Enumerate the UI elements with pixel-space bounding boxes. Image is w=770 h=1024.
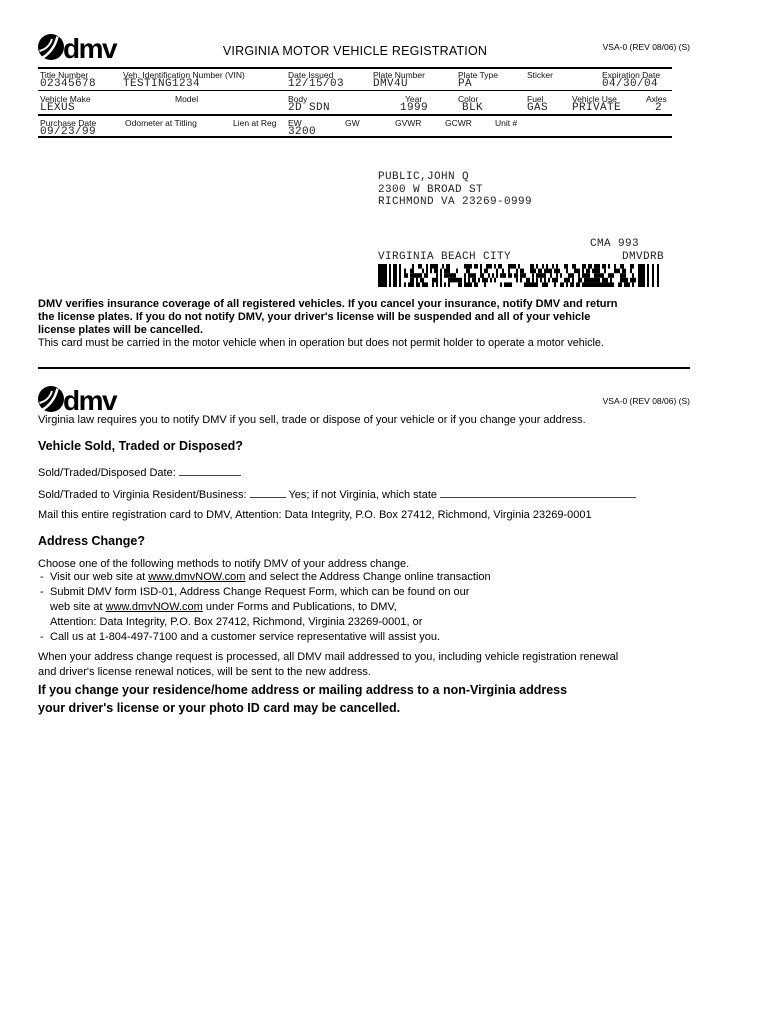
processed-line1: When your address change request is processed, all DMV mail addressed to you, including vehicle registration renewal: [38, 651, 619, 663]
resident-mid: Yes; if not Virginia, which state: [288, 489, 438, 501]
address-change-heading: Address Change?: [38, 534, 145, 548]
sold-date-label: Sold/Traded/Disposed Date:: [38, 467, 176, 479]
bullet1-post: and select the Address Change online transaction: [245, 571, 491, 583]
dmv-logo-word: dmv: [63, 33, 117, 63]
field-label-odometer: Odometer at Titling: [125, 118, 197, 128]
insurance-notice-bold-line1: DMV verifies insurance coverage of all registered vehicles. If you cancel your insurance, notify DMV and return: [38, 298, 618, 310]
field-value-fuel: GAS: [527, 102, 549, 114]
bullet2-post: under Forms and Publications, to DMV,: [202, 601, 397, 613]
bullet1-pre: Visit our web site at: [50, 571, 149, 583]
field-label-color: Color: [458, 94, 479, 104]
insurance-notice-bold-line3: license plates will be cancelled.: [38, 324, 204, 336]
field-label-plate-number: Plate Number: [373, 70, 425, 80]
page-title: VIRGINIA MOTOR VEHICLE REGISTRATION: [222, 44, 488, 58]
field-value-purchase-date: 09/23/99: [40, 126, 97, 138]
resident-yes-blank: [250, 487, 286, 498]
bullet2-line2: [50, 601, 397, 613]
field-label-vehicle-use: Vehicle Use: [572, 94, 617, 104]
field-value-vehicle-use: PRIVATE: [572, 102, 622, 114]
field-value-vin: TESTING1234: [123, 78, 201, 90]
field-label-gvwr: GVWR: [395, 118, 422, 128]
field-label-unit-number: Unit #: [495, 118, 518, 128]
notify-intro: Virginia law requires you to notify DMV if you sell, trade or dispose of your vehicle or if you change your address.: [38, 414, 586, 426]
table-rule-top: [38, 67, 672, 69]
form-number-2: VSA-0 (REV 08/06) (S): [602, 396, 690, 406]
field-label-gw: GW: [345, 118, 360, 128]
dmv-logo-word: dmv: [63, 385, 117, 415]
sold-date-line: [38, 465, 241, 479]
section-divider: [38, 367, 690, 369]
resident-line: [38, 487, 636, 501]
owner-address-line1: 2300 W BROAD ST: [378, 183, 484, 196]
field-label-vehicle-make: Vehicle Make: [40, 94, 91, 104]
field-label-body: Body: [288, 94, 308, 104]
sold-heading: Vehicle Sold, Traded or Disposed?: [38, 439, 243, 453]
field-value-axles: 2: [655, 102, 663, 114]
field-value-color: BLK: [462, 102, 484, 114]
office-code: DMVDRB: [622, 251, 665, 263]
sold-date-blank: [179, 465, 241, 476]
field-label-fuel: Fuel: [527, 94, 544, 104]
warning-line1: If you change your residence/home address or mailing address to a non-Virginia address: [38, 683, 568, 697]
field-label-vin: Veh. Identification Number (VIN): [123, 70, 245, 80]
field-value-title-number: 02345678: [40, 78, 97, 90]
bullet2-line1: Submit DMV form ISD-01, Address Change Request Form, which can be found on our: [50, 586, 470, 598]
field-label-gcwr: GCWR: [445, 118, 472, 128]
mail-line: Mail this entire registration card to DMV, Attention: Data Integrity, P.O. Box 27412, Richmond, Virginia 23269-0001: [38, 509, 592, 521]
field-value-vehicle-make: LEXUS: [40, 102, 76, 114]
pdf417-barcode-icon: [378, 264, 666, 287]
field-label-lien-at-reg: Lien at Reg: [233, 118, 277, 128]
field-label-sticker: Sticker: [527, 70, 553, 80]
table-rule-2: [38, 114, 672, 116]
code-line: CMA 993: [590, 238, 640, 250]
field-label-year: Year: [405, 94, 423, 104]
bullet-dash: -: [40, 586, 44, 598]
warning-line2: your driver's license or your photo ID card may be cancelled.: [38, 701, 401, 715]
field-label-axles: Axles: [646, 94, 667, 104]
bullet2-line3: Attention: Data Integrity, P.O. Box 27412, Richmond, Virginia 23269-0001, or: [50, 616, 423, 628]
field-value-body: 2D SDN: [288, 102, 331, 114]
field-label-model: Model: [175, 94, 199, 104]
field-value-expiration-date: 04/30/04: [602, 78, 659, 90]
field-label-title-number: Title Number: [40, 70, 89, 80]
field-value-plate-number: DMV4U: [373, 78, 409, 90]
owner-name: PUBLIC,JOHN Q: [378, 171, 470, 183]
field-label-expiration-date: Expiration Date: [602, 70, 661, 80]
insurance-notice-regular-line: This card must be carried in the motor vehicle when in operation but does not permit holder to operate a motor vehicle.: [38, 337, 604, 349]
bullet-dash: -: [40, 571, 44, 583]
resident-state-blank: [440, 487, 636, 498]
jurisdiction: VIRGINIA BEACH CITY: [378, 251, 512, 263]
resident-label: Sold/Traded to Virginia Resident/Business:: [38, 489, 247, 501]
table-rule-1: [38, 90, 672, 91]
dmv-logo-icon: [37, 383, 121, 415]
bullet1-line: [50, 571, 491, 583]
field-label-plate-type: Plate Type: [458, 70, 499, 80]
processed-line2: and driver's license renewal notices, will be sent to the new address.: [38, 666, 371, 678]
field-label-date-issued: Date Issued: [288, 70, 334, 80]
field-value-plate-type: PA: [458, 78, 473, 90]
field-value-date-issued: 12/15/03: [288, 78, 345, 90]
bullet3-line: Call us at 1-804-497-7100 and a customer service representative will assist you.: [50, 631, 441, 643]
field-label-ew: EW: [288, 118, 302, 128]
field-value-year: 1999: [400, 102, 429, 114]
insurance-notice-bold-line2: the license plates. If you do not notify DMV, your driver's license will be suspended and all of your vehicle: [38, 311, 591, 323]
field-value-ew: 3200: [288, 126, 317, 138]
barcode: [378, 264, 666, 292]
dmvnow-link[interactable]: www.dmvNOW.com: [148, 571, 246, 583]
field-label-purchase-date: Purchase Date: [40, 118, 97, 128]
table-rule-bottom: [38, 136, 672, 138]
owner-address-line2: RICHMOND VA 23269-0999: [378, 196, 533, 208]
bullet-dash: -: [40, 631, 44, 643]
form-number: VSA-0 (REV 08/06) (S): [602, 42, 690, 52]
bullet2-pre: web site at: [50, 601, 106, 613]
dmvnow-link[interactable]: www.dmvNOW.com: [105, 601, 203, 613]
choose-line: Choose one of the following methods to notify DMV of your address change.: [38, 558, 410, 570]
